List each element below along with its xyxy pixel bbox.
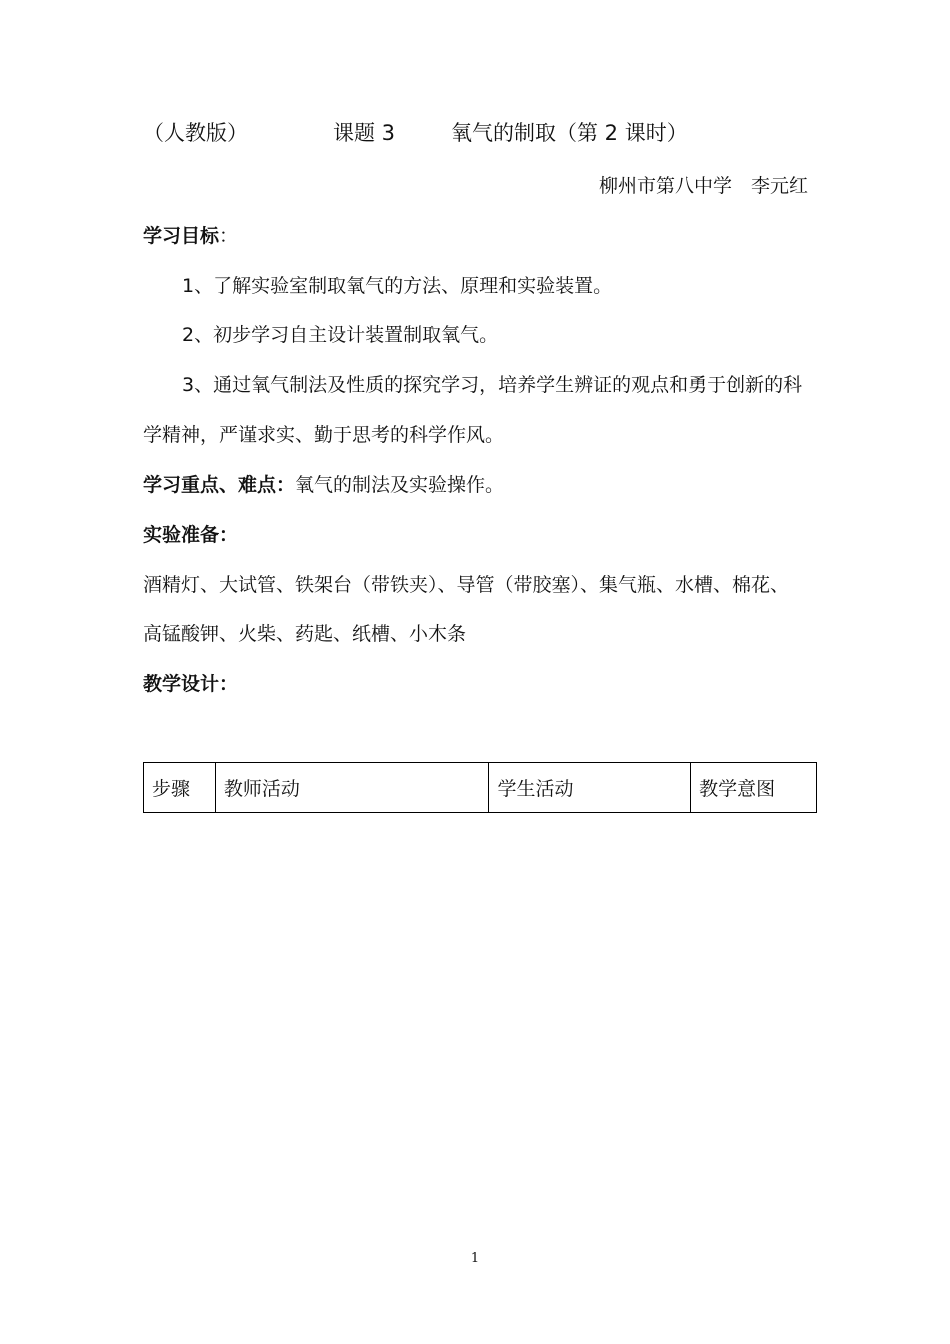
objective-item-2: 2、初步学习自主设计装置制取氧气。 bbox=[182, 324, 499, 346]
teaching-design-table bbox=[143, 762, 817, 813]
header-cell-step: 步骤 bbox=[144, 763, 216, 813]
objective-item-3: 3、通过氧气制法及性质的探究学习，培养学生辨证的观点和勇于创新的科 bbox=[182, 374, 803, 396]
header-cell-teaching-intent: 教学意图 bbox=[691, 763, 817, 813]
header-cell-student-activity: 学生活动 bbox=[489, 763, 691, 813]
objective-item-1: 1、了解实验室制取氧气的方法、原理和实验装置。 bbox=[182, 275, 613, 297]
preparation-list-line-1: 酒精灯、大试管、铁架台（带铁夹）、导管（带胶塞）、集气瓶、水槽、棉花、 bbox=[143, 574, 790, 596]
preparation-list-line-2: 高锰酸钾、火柴、药匙、纸槽、小木条 bbox=[143, 623, 467, 645]
key-points-text: 氧气的制法及实验操作。 bbox=[295, 474, 505, 496]
page-number: 1 bbox=[470, 1251, 480, 1266]
design-heading: 教学设计： bbox=[143, 673, 239, 695]
objectives-colon: ： bbox=[219, 225, 239, 247]
objectives-heading-line bbox=[143, 223, 238, 249]
preparation-heading: 实验准备： bbox=[143, 524, 239, 546]
author-line: 柳州市第八中学 李元红 bbox=[598, 175, 808, 197]
table-header-row bbox=[144, 763, 817, 813]
key-points-line bbox=[143, 472, 504, 498]
title-edition: （人教版） bbox=[143, 121, 248, 145]
title-lesson: 课题 3 bbox=[333, 121, 396, 145]
title-topic: 氧气的制取（第 2 课时） bbox=[451, 121, 688, 145]
objective-item-3-continued: 学精神，严谨求实、勤于思考的科学作风。 bbox=[143, 424, 505, 446]
header-cell-teacher-activity: 教师活动 bbox=[215, 763, 489, 813]
key-points-heading: 学习重点、难点： bbox=[143, 474, 296, 496]
objectives-heading: 学习目标 bbox=[143, 225, 220, 247]
